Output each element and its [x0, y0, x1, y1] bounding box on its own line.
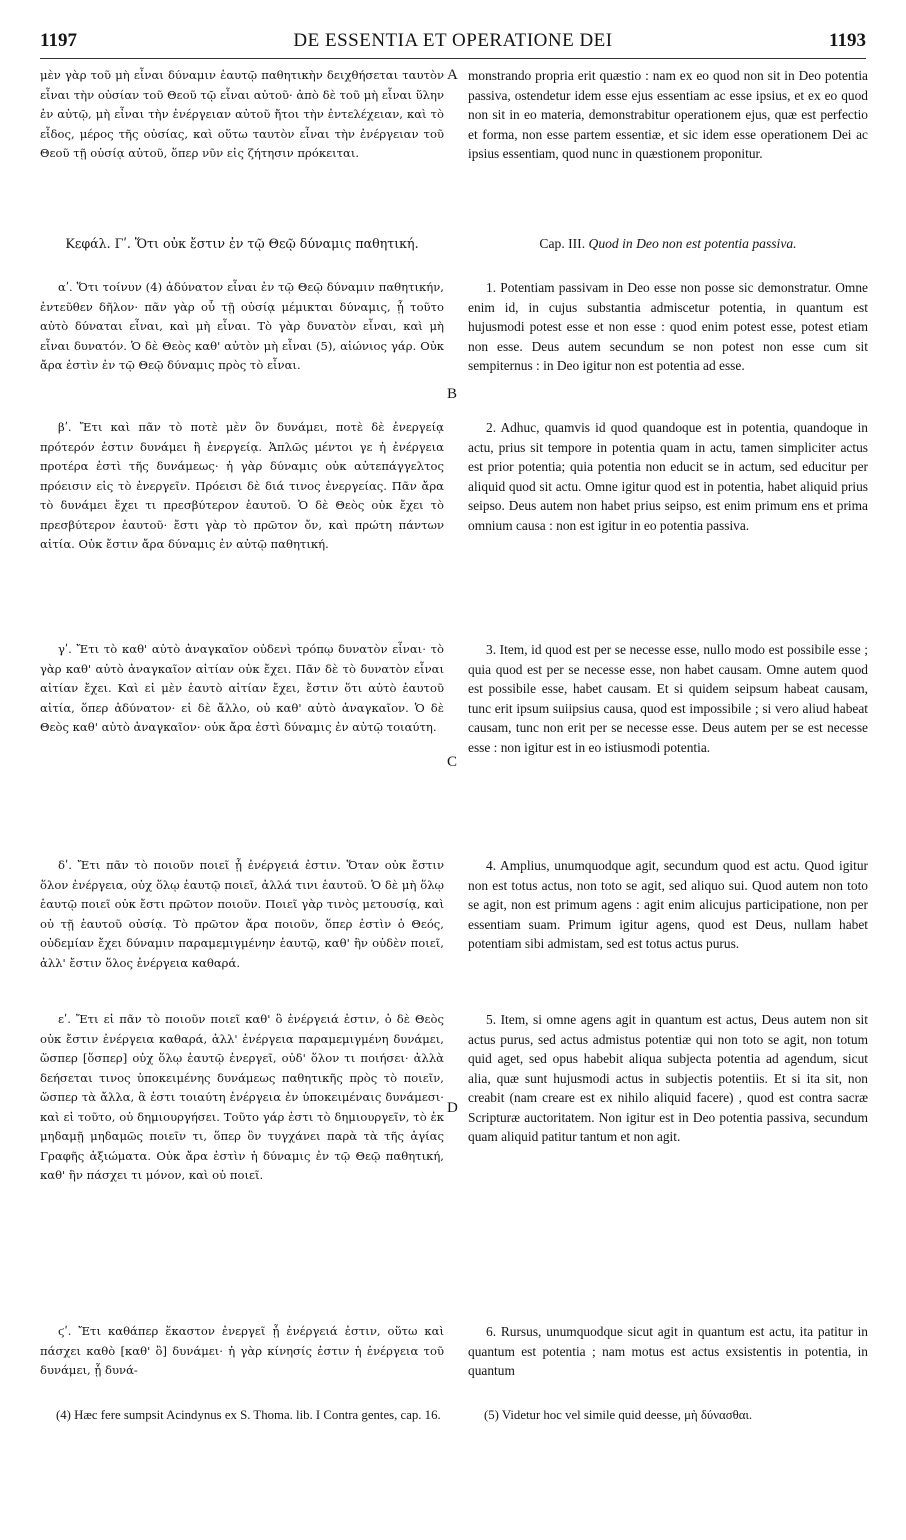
greek-intro — [40, 66, 444, 164]
greek-paragraph-6-text: ϛʹ. Ἔτι καθάπερ ἕκαστον ἐνεργεῖ ᾗ ἐνέργειά ἐστιν, οὕτω καὶ πάσχει καθὸ [καθ' ὃ] δυνάμει· ἡ γὰρ κίνησίς ἐστιν ἡ ἐνέργεια τοῦ δυνάμει, ᾗ δυνά- — [40, 1324, 444, 1377]
latin-chapter-number: Cap. III. — [539, 236, 586, 251]
footnote-right — [468, 1406, 868, 1425]
latin-chapter-heading — [468, 234, 868, 254]
latin-paragraph-4 — [468, 856, 868, 954]
latin-paragraph-4-text: 4. Amplius, unumquodque agit, secundum quod est actu. Quod igitur non est totus actus, non toto se agit, sed aliquo sui. Quod autem non toto se agit, non est primum agens : agit enim alicujus participatione, non per essentiam suam. Primum igitur agens, quod est Deus, nullam habet potentiam sibi admistam, sed est totus actus purus. — [468, 858, 868, 951]
latin-paragraph-5 — [468, 1010, 868, 1147]
latin-chapter-title: Quod in Deo non est potentia passiva. — [588, 236, 797, 251]
greek-paragraph-3-text: γʹ. Ἔτι τὸ καθ' αὐτὸ ἀναγκαῖον οὐδενὶ τρόπῳ δυνατὸν εἶναι· τὸ γὰρ καθ' αὐτὸ ἀναγκαῖον αἰτίαν οὐκ ἔχει. Πᾶν δὲ τὸ δυνατὸν εἶναι αἰτίαν ἔχει. Καὶ εἰ μὲν ἑαυτὸ αἰτίαν ἔχει, ἔστιν ὅτι αὐτὸ ἑαυτοῦ αἰτία, ὅπερ ἀδύνατον· εἰ δὲ ἄλλο, οὐ καθ' αὐτὸ ἀναγκαῖον. Ὁ δὲ Θεὸς καθ' αὐτὸ ἀναγκαῖον· οὐκ ἄρα ἐστὶ δύναμις ἐν αὐτῷ τοιαύτη. — [40, 642, 444, 734]
margin-letter-b: B — [447, 386, 458, 402]
footnote-left — [40, 1406, 444, 1425]
latin-paragraph-1-text: 1. Potentiam passivam in Deo esse non posse sic demonstratur. Omne enim id, in cujus substantia admiscetur potentia, in quantum est hujusmodi potest esse et non esse : quod enim potest esse, potest etiam non esse. Deus autem secundum se non potest non esse cum sit sempiternus : in Deo igitur non est potentia ad esse. — [468, 280, 868, 373]
margin-letter-a: A — [447, 67, 458, 83]
page-number-right: 1193 — [829, 30, 866, 51]
footnote-right-text: (5) Videtur hoc vel simile quid deesse, μὴ δύνασθαι. — [484, 1408, 753, 1422]
running-title: DE ESSENTIA ET OPERATIONE DEI — [293, 30, 613, 51]
greek-paragraph-4-text: δʹ. Ἔτι πᾶν τὸ ποιοῦν ποιεῖ ᾗ ἐνέργειά ἐστιν. Ὅταν οὐκ ἔστιν ὅλον ἐνέργεια, οὐχ ὅλῳ ἑαυτῷ ποιεῖ, ἀλλά τινι ἑαυτοῦ. Ὁ δὲ μὴ ὅλῳ ἑαυτῷ ποιεῖ οὐκ ἔστι πρῶτον ποιοῦν. Ποιεῖ γὰρ τινὸς μετουσίᾳ, καὶ οὐ τῇ ἑαυτοῦ οὐσίᾳ. Τὸ πρῶτον ἄρα ποιοῦν, ὅπερ ἐστὶν ὁ Θεός, οὐδεμίαν ἔχει δύναμιν παραμεμιγμένην ἑαυτῷ, καθ' ἣν οὐδὲν ποιεῖ, ἀλλ' ἔστιν ὅλος ἐνέργεια καθαρά. — [40, 858, 444, 970]
greek-paragraph-5 — [40, 1010, 444, 1186]
latin-paragraph-3 — [468, 640, 868, 757]
greek-paragraph-2 — [40, 418, 444, 555]
greek-paragraph-6 — [40, 1322, 444, 1381]
greek-chapter-text: Κεφάλ. Γʹ. Ὅτι οὐκ ἔστιν ἐν τῷ Θεῷ δύναμις παθητική. — [65, 236, 419, 251]
footnote-left-text: (4) Hæc fere sumpsit Acindynus ex S. Thoma. lib. I Contra gentes, cap. 16. — [56, 1408, 441, 1422]
latin-chapter-line — [468, 234, 868, 254]
latin-paragraph-2-text: 2. Adhuc, quamvis id quod quandoque est in potentia, quandoque in actu, prius sit tempore in potentia quam in actu, tamen simpliciter actus est prior potentia; quia potentia non educit se in actum, sed educitur per aliquid quod sit actu. Omne igitur quod est in potentia, habet aliquid prius seipso. Deus autem non habet prius seipso, est enim primum ens et prima omnium causa : non est igitur in eo potentia passiva. — [468, 420, 868, 533]
greek-paragraph-4 — [40, 856, 444, 973]
greek-paragraph-1 — [40, 278, 444, 376]
greek-intro-text: μὲν γὰρ τοῦ μὴ εἶναι δύναμιν ἑαυτῷ παθητικὴν δειχθήσεται ταυτὸν εἶναι τὴν οὐσίαν τοῦ Θεοῦ τῷ εἶναι αὐτοῦ· ἀπὸ δὲ τοῦ μὴ εἶναι ὕλην ἐν αὐτῷ, μὴ εἶναι τὴν ἐνέργειαν αὐτοῦ ἤτοι τὴν ἐντελέχειαν, καὶ τὸ εἶδος, μέρος τῆς οὐσίας, καὶ οὕτω ταυτὸν εἶναι τὴν ἐνέργειαν τοῦ Θεοῦ τῇ οὐσίᾳ αὐτοῦ, ὅπερ νῦν εἰς ζήτησιν πρόκειται. — [40, 68, 444, 160]
latin-paragraph-1 — [468, 278, 868, 376]
latin-paragraph-2 — [468, 418, 868, 535]
margin-letter-d: D — [447, 1100, 458, 1116]
latin-paragraph-6-text: 6. Rursus, unumquodque sicut agit in quantum est actu, ita patitur in quantum est potentia ; nam motus est actus exsistentis in potentia, in quantum — [468, 1324, 868, 1378]
greek-paragraph-5-text: εʹ. Ἔτι εἰ πᾶν τὸ ποιοῦν ποιεῖ καθ' ὃ ἐνέργειά ἐστιν, ὁ δὲ Θεὸς οὐκ ἔστιν ἐνέργεια καθαρά, ἀλλ' ἐνέργεια παραμεμιγμένη δυνάμει, ὥσπερ [ὅσπερ] οὐχ ὅλῳ ἑαυτῷ ἐνεργεῖ, οὐδ' ὅλον τι ποιήσει· ἀλλὰ δεήσεται τινος ὑποκειμένης δυνάμεως παθητικῆς πρὸς τὸ ποιεῖν, ὥσπερ τὰ ἄλλα, ἃ ἐστι τοιαύτη ἐνέργεια ἐν ὑποκειμέναις δυνάμεσι· καὶ εἰ τοῦτο, οὐ δημιουργήσει. Τοῦτο γάρ ἐστι τὸ δημιουργεῖν, τὸ ἐκ μηδαμῇ μηδαμῶς ποιεῖν τι, ὅπερ ὂν τυγχάνει παρὰ τὰ τῆς ἁγίας Γραφῆς ἀξιώματα. Οὐκ ἄρα ἐστὶν ἡ δύναμις ἐν τῷ Θεῷ παθητική, καθ' ἣν πάσχει τι μόνον, καὶ οὐ ποιεῖ. — [40, 1012, 444, 1182]
greek-chapter-heading — [40, 234, 444, 254]
latin-paragraph-3-text: 3. Item, id quod est per se necesse esse, nullo modo est possibile esse ; quia quod est per se necesse esse, non habet causam. Omne autem quod est possibile esse, habet causam. Et si quidem seipsum habeat causam, tunc erit ipsum suiipsius causa, quod est impossibile ; si vero aliud habeat causam, tunc non erit per se necesse esse. Deus autem per se est necesse esse : non igitur est in eo istiusmodi potentia. — [468, 642, 868, 755]
latin-intro — [468, 66, 868, 164]
margin-letter-c: C — [447, 754, 458, 770]
latin-paragraph-5-text: 5. Item, si omne agens agit in quantum est actus, Deus autem non sit actus purus, sed actus admistus potentiæ qui non toto se agit, non totum quid aget, sed opus habebit aliqua subjecta potentia ad agendum, sicut alia, quæ sunt hujusmodi actus in subjectis potentiis. Et si ita sit, non creabit (nam creare est ex nihilo aliquid facere) , quod est contra sacræ Scripturæ auctoritatem. Non igitur est in Deo potentia passiva, secundum quam aliquid patitur tantum et non agit. — [468, 1012, 868, 1144]
latin-intro-text: monstrando propria erit quæstio : nam ex eo quod non sit in Deo potentia passiva, ostendetur idem esse ejus essentiam ac esse ipsius, et ex eo quod non sit in eo materia, demonstrabitur operationem ejus, quæ est perfectio et forma, non esse partem essentiæ, et sic idem esse operationem Dei ac ipsius essentiam, quod nunc in quæstionem proponitur. — [468, 68, 868, 161]
running-header — [40, 30, 866, 56]
latin-paragraph-6 — [468, 1322, 868, 1381]
page-number-left: 1197 — [40, 30, 77, 51]
greek-paragraph-1-text: αʹ. Ὅτι τοίνυν (4) ἀδύνατον εἶναι ἐν τῷ Θεῷ δύναμιν παθητικήν, ἐντεῦθεν δῆλον· πᾶν γὰρ οὗ τῇ οὐσίᾳ μέμικται δύναμις, ᾗ τοῦτο αὐτὸ δύναται εἶναι, καὶ μὴ εἶναι. Τὸ γὰρ δυνατὸν εἶναι, καὶ μὴ εἶναι δυνατόν. Ὁ δὲ Θεὸς καθ' αὐτὸν μὴ εἶναι (5), αἰώνιος γάρ. Οὐκ ἄρα ἐστὶν ἐν τῷ Θεῷ δύναμις πρὸς τὸ εἶναι. — [40, 280, 444, 372]
greek-paragraph-2-text: βʹ. Ἔτι καὶ πᾶν τὸ ποτὲ μὲν ὂν δυνάμει, ποτὲ δὲ ἐνεργείᾳ πρότερόν ἐστιν δυνάμει ἢ ἐνεργείᾳ. Ἁπλῶς μέντοι γε ἡ ἐνέργεια προτέρα ἐστὶ τῆς δυνάμεως· ἡ γὰρ δύναμις οὐκ αὐτεπάγγελτος πρόεισιν εἰς τὸ ἐνεργεῖν. Πρόεισι δὲ διά τινος ἐνεργείας. Πᾶν ἄρα τὸ δυνάμει ἔχει τι πρεσβύτερον ἑαυτοῦ. Ὁ δὲ Θεὸς οὐκ ἔχει τὸ πρεσβύτερον ἑαυτοῦ· ἔστι γὰρ τὸ πρῶτον ὄν, καὶ πρώτη πάντων αἰτία. Οὐκ ἔστιν ἄρα δύναμις ἐν αὐτῷ παθητική. — [40, 420, 444, 551]
header-rule — [40, 58, 866, 59]
greek-paragraph-3 — [40, 640, 444, 738]
